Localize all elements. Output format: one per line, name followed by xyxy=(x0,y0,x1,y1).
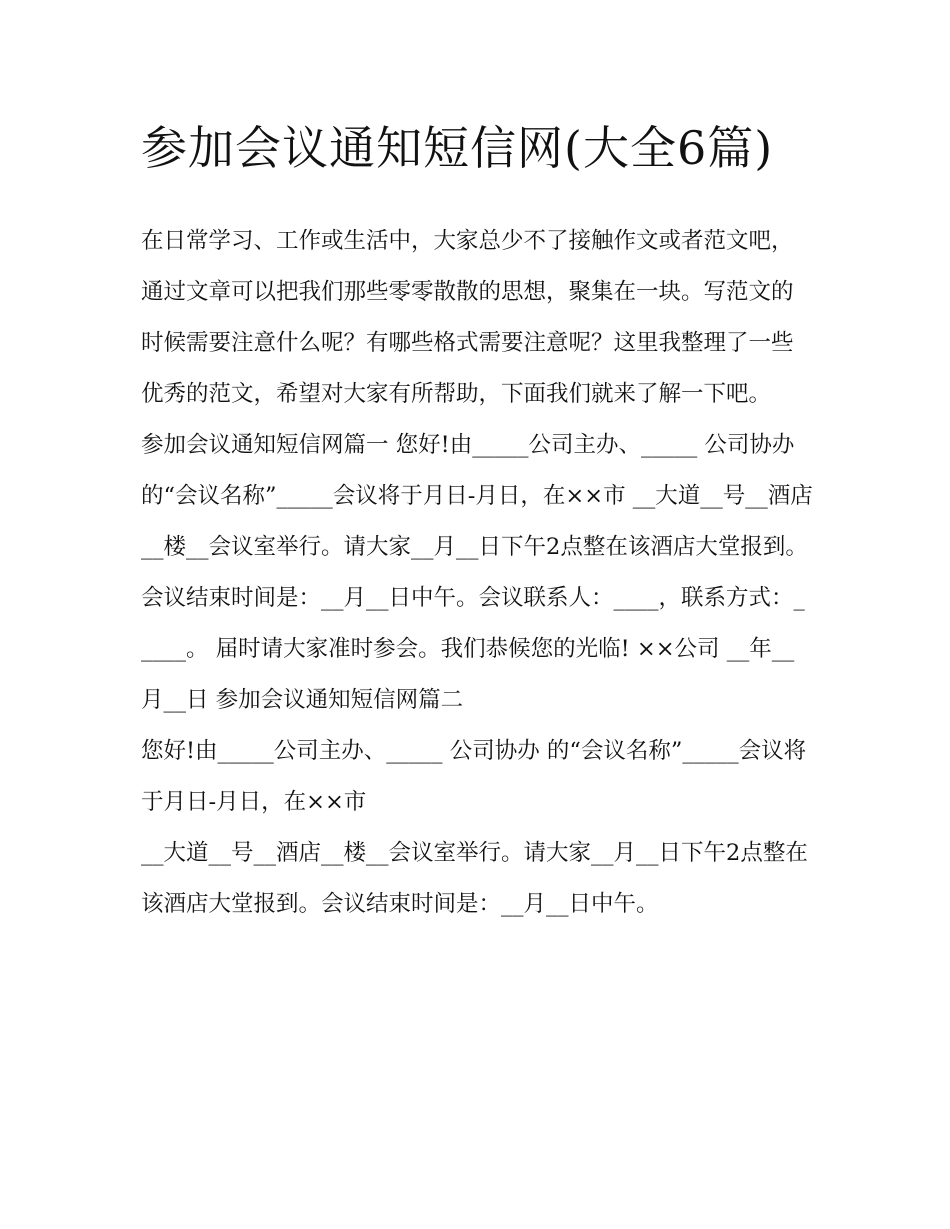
section-1-paragraph: 参加会议通知短信网篇一 您好!由_____公司主办、_____ 公司协办 的“会议名称”_____会议将于月日-月日，在××市 __大道__号__酒店__楼__会议室举行。请大家__月__日下午2点整在该酒店大堂报到。会议结束时间是：__月__日中午。会议联系人：____，联系方式：_____。 届时请大家准时参会。我们恭候您的光临! ××公司 __年__月__日 参加会议通知短信网篇二 xyxy=(141,432,813,713)
section-2-continued-paragraph: __大道__号__酒店__楼__会议室举行。请大家__月__日下午2点整在该酒店大堂报到。会议结束时间是：__月__日中午。 xyxy=(141,840,808,917)
document-title: 参加会议通知短信网(大全6篇) xyxy=(141,121,774,175)
document-content xyxy=(141,112,813,930)
section-2-paragraph: 您好!由_____公司主办、_____ 公司协办 的“会议名称”_____会议将于月日-月日，在××市 xyxy=(141,738,807,815)
intro-paragraph: 在日常学习、工作或生活中，大家总少不了接触作文或者范文吧，通过文章可以把我们那些零零散散的思想，聚集在一块。写范文的时候需要注意什么呢？有哪些格式需要注意呢？这里我整理了一些优秀的范文，希望对大家有所帮助，下面我们就来了解一下吧。 xyxy=(141,228,794,407)
